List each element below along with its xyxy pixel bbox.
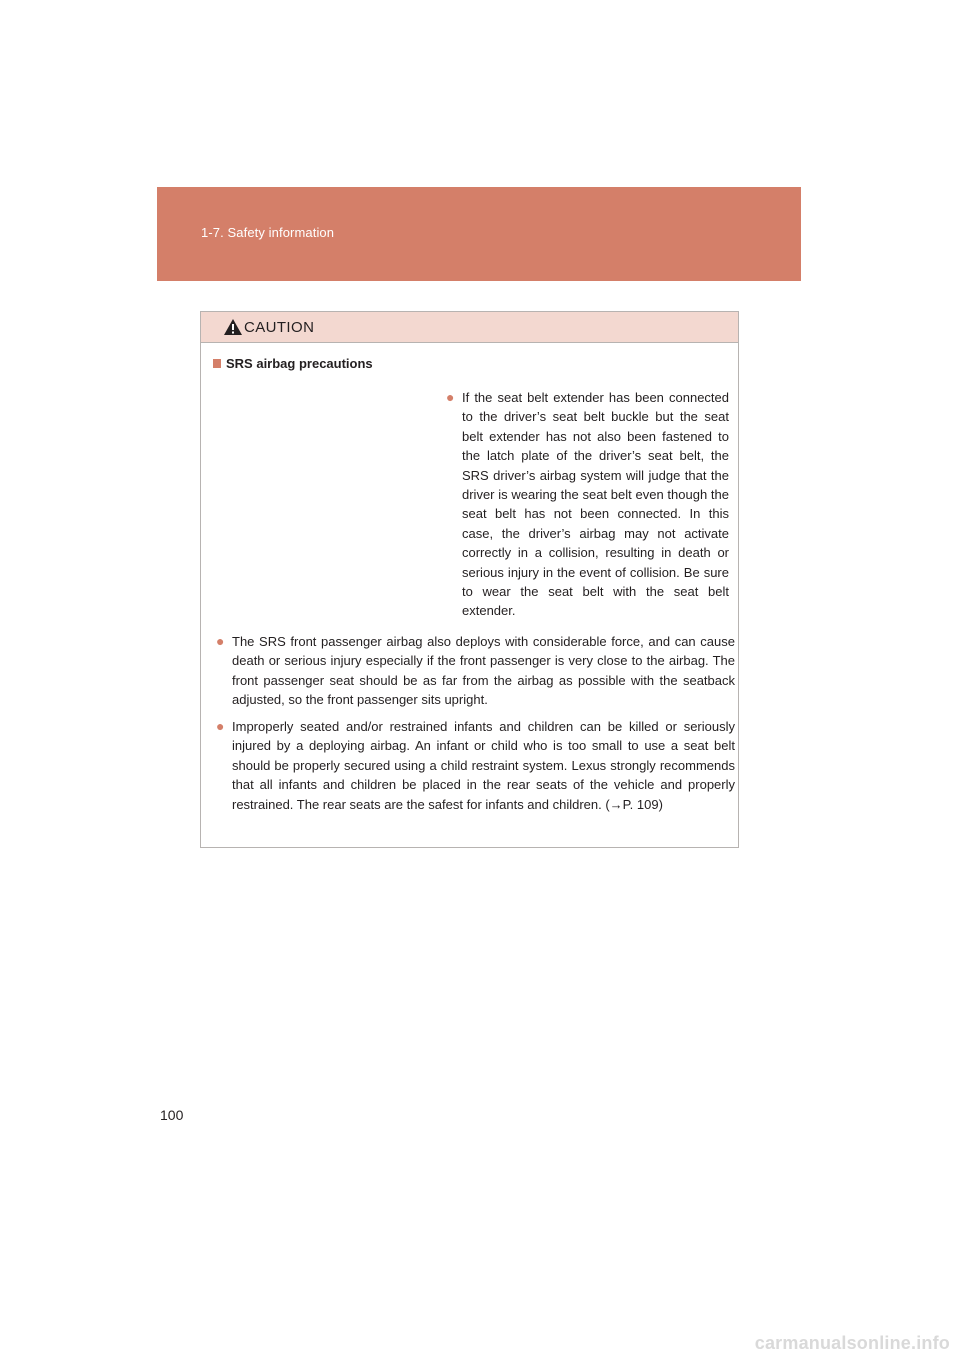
section-header-band <box>157 187 801 281</box>
bullet-text: If the seat belt extender has been connected to the driver’s seat belt buckle but the seat belt extender has not also been fastened to the latch plate of the driver’s seat belt, the SRS driver’s airbag system will judge that the driver is wearing the seat belt even though the seat belt has not been connected. In this case, the driver’s airbag may not activate correctly in a collision, resulting in death or serious injury in the event of collision. Be sure to wear the seat belt with the seat belt extender. <box>462 390 729 619</box>
bullet-item <box>216 717 735 814</box>
square-marker-icon <box>213 359 221 368</box>
subheading <box>213 356 373 371</box>
section-title: 1-7. Safety information <box>201 225 335 240</box>
warning-triangle-icon <box>223 318 243 336</box>
caution-box <box>200 311 739 848</box>
circle-bullet-icon: ● <box>446 389 455 405</box>
subheading-text: SRS airbag precautions <box>226 356 373 371</box>
page-number: 100 <box>160 1107 184 1123</box>
circle-bullet-icon: ● <box>216 718 225 734</box>
bullet-text: Improperly seated and/or restrained infants and children can be killed or seriously injured by a deploying airbag. An infant or child who is too small to use a seat belt should be properly secured using a child restraint system. Lexus strongly recommends that all infants and children be placed in the rear seats of the vehicle and properly restrained. The rear seats are the safest for infants and children. (→P. 109) <box>232 719 735 812</box>
bullet-text: The SRS front passenger airbag also deploys with considerable force, and can cause death or serious injury especially if the front passenger is very close to the airbag. The front passenger seat should be as far from the airbag as possible with the seatback adjusted, so the front passenger sits upright. <box>232 634 735 708</box>
caution-label: CAUTION <box>244 319 315 336</box>
caution-header <box>201 312 738 343</box>
bullet-item <box>216 632 735 710</box>
circle-bullet-icon: ● <box>216 633 225 649</box>
watermark: carmanualsonline.info <box>754 1333 950 1353</box>
bullet-item <box>446 388 729 621</box>
